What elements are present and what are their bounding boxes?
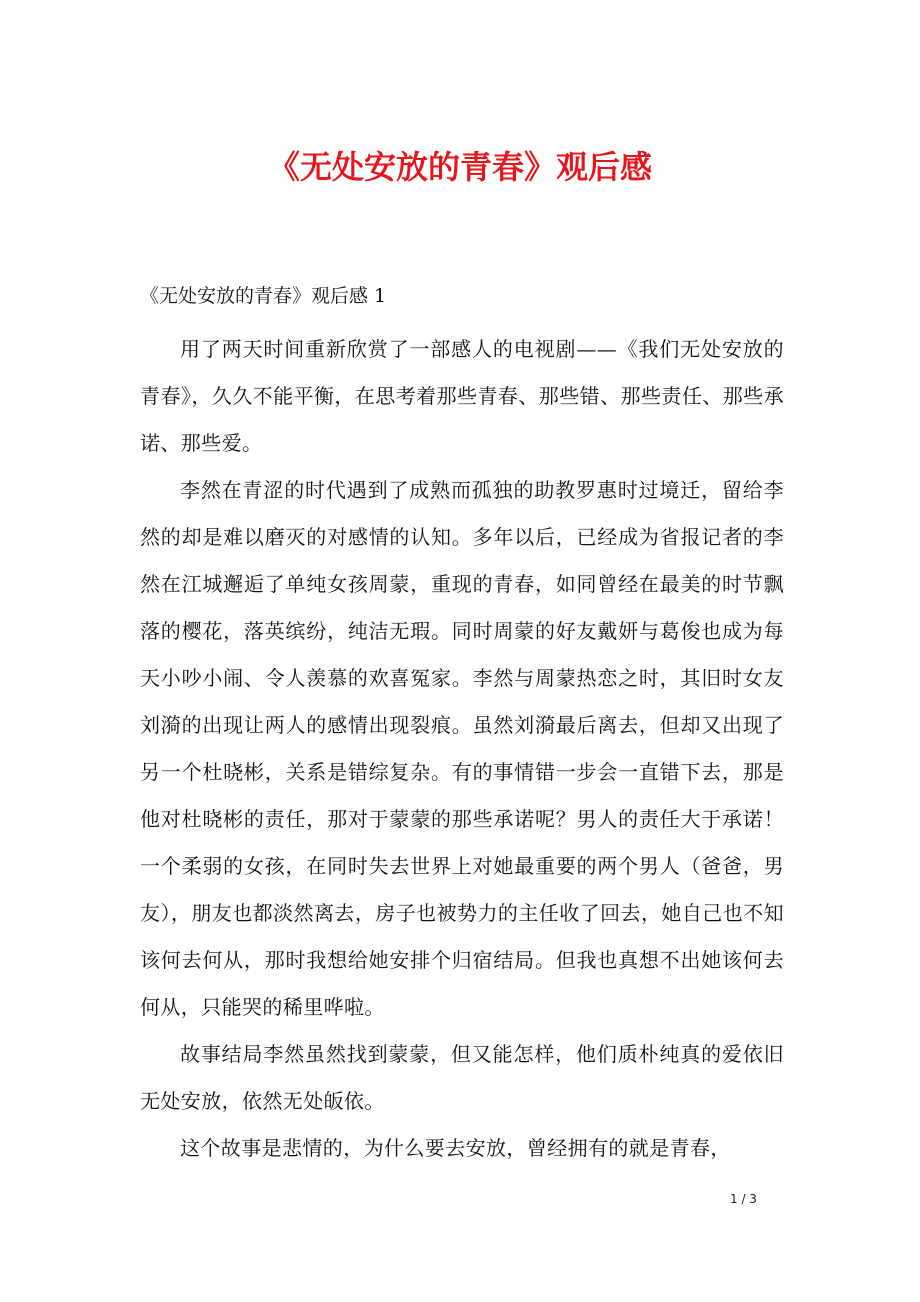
document-title: 《无处安放的青春》观后感: [267, 148, 652, 186]
page-number: 1 / 3: [730, 1192, 757, 1206]
paragraph: 这个故事是悲情的，为什么要去安放，曾经拥有的就是青春，: [180, 1136, 731, 1160]
paragraph: 故事结局李然虽然找到蒙蒙，但又能怎样，他们质朴纯真的爱依旧无处安放，依然无处皈依。: [140, 1042, 784, 1113]
paragraph: 用了两天时间重新欣赏了一部感人的电视剧——《我们无处安放的青春》，久久不能平衡，在思考着那些青春、那些错、那些责任、那些承诺、那些爱。: [140, 337, 784, 455]
section-heading: 《无处安放的青春》观后感 1: [140, 285, 387, 307]
paragraph: 李然在青涩的时代遇到了成熟而孤独的助教罗惠时过境迁，留给李然的却是难以磨灭的对感情的认知。多年以后，已经成为省报记者的李然在江城邂逅了单纯女孩周蒙，重现的青春，如同曾经在最美的时节飘落的樱花，落英缤纷，纯洁无瑕。同时周蒙的好友戴妍与葛俊也成为每天小吵小闹、令人羡慕的欢喜冤家。李然与周蒙热恋之时，其旧时女友刘漪的出现让两人的感情出现裂痕。虽然刘漪最后离去，但却又出现了另一个杜晓彬，关系是错综复杂。有的事情错一步会一直错下去，那是他对杜晓彬的责任，那对于蒙蒙的那些承诺呢？男人的责任大于承诺！一个柔弱的女孩，在同时失去世界上对她最重要的两个男人（爸爸，男友），朋友也都淡然离去，房子也被势力的主任收了回去，她自己也不知该何去何从，那时我想给她安排个归宿结局。但我也真想不出她该何去何从，只能哭的稀里哗啦。: [140, 478, 784, 1019]
document-body: [140, 326, 784, 1172]
